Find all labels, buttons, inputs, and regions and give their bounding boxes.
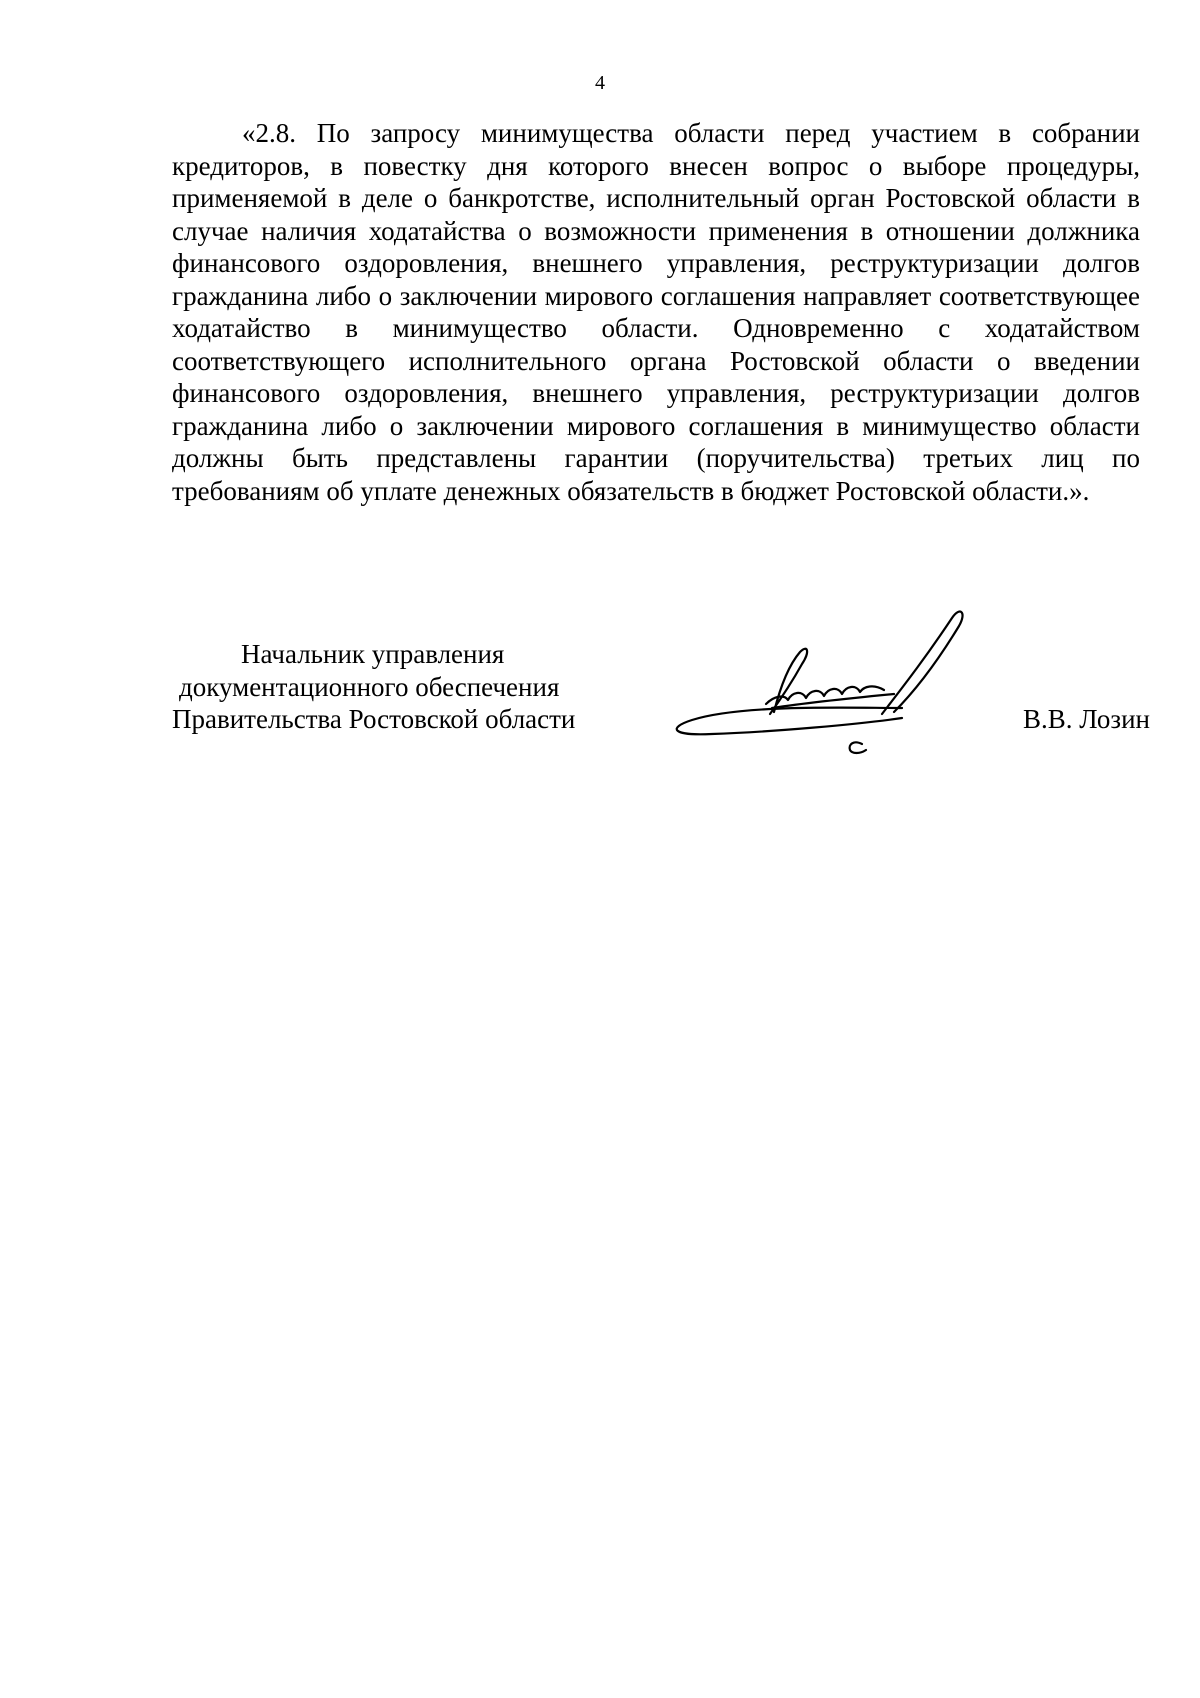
clause-2-8-paragraph: «2.8. По запросу минимущества области перед участием в собрании кредиторов, в повестку дня которого внесен вопрос о выборе процедуры, применяемой в деле о банкротстве, исполнительный орган Ростовской области в случае наличия ходатайства о возможности применения в отношении должника финансового оздоровления, внешнего управления, реструктуризации долгов гражданина либо о заключении мирового соглашения направляет соответствующее ходатайство в минимущество области. Одновременно с ходатайством соответствующего исполнительного органа Ростовской области о введении финансового оздоровления, внешнего управления, реструктуризации долгов гражданина либо о заключении мирового соглашения в минимущество области должны быть представлены гарантии (поручительства) третьих лиц по требованиям об уплате денежных обязательств в бюджет Ростовской области.». (172, 118, 1140, 506)
signatory-title-line-1: Начальник управления (241, 639, 505, 669)
signer-name: В.В. Лозин (1023, 704, 1150, 734)
signatory-title (172, 638, 612, 736)
signatory-title-line-2: документационного обеспечения (179, 671, 560, 702)
page-number: 4 (595, 72, 605, 94)
handwritten-signature-icon (662, 608, 1002, 768)
signatory-title-line-3: Правительства Ростовской области (172, 704, 576, 734)
